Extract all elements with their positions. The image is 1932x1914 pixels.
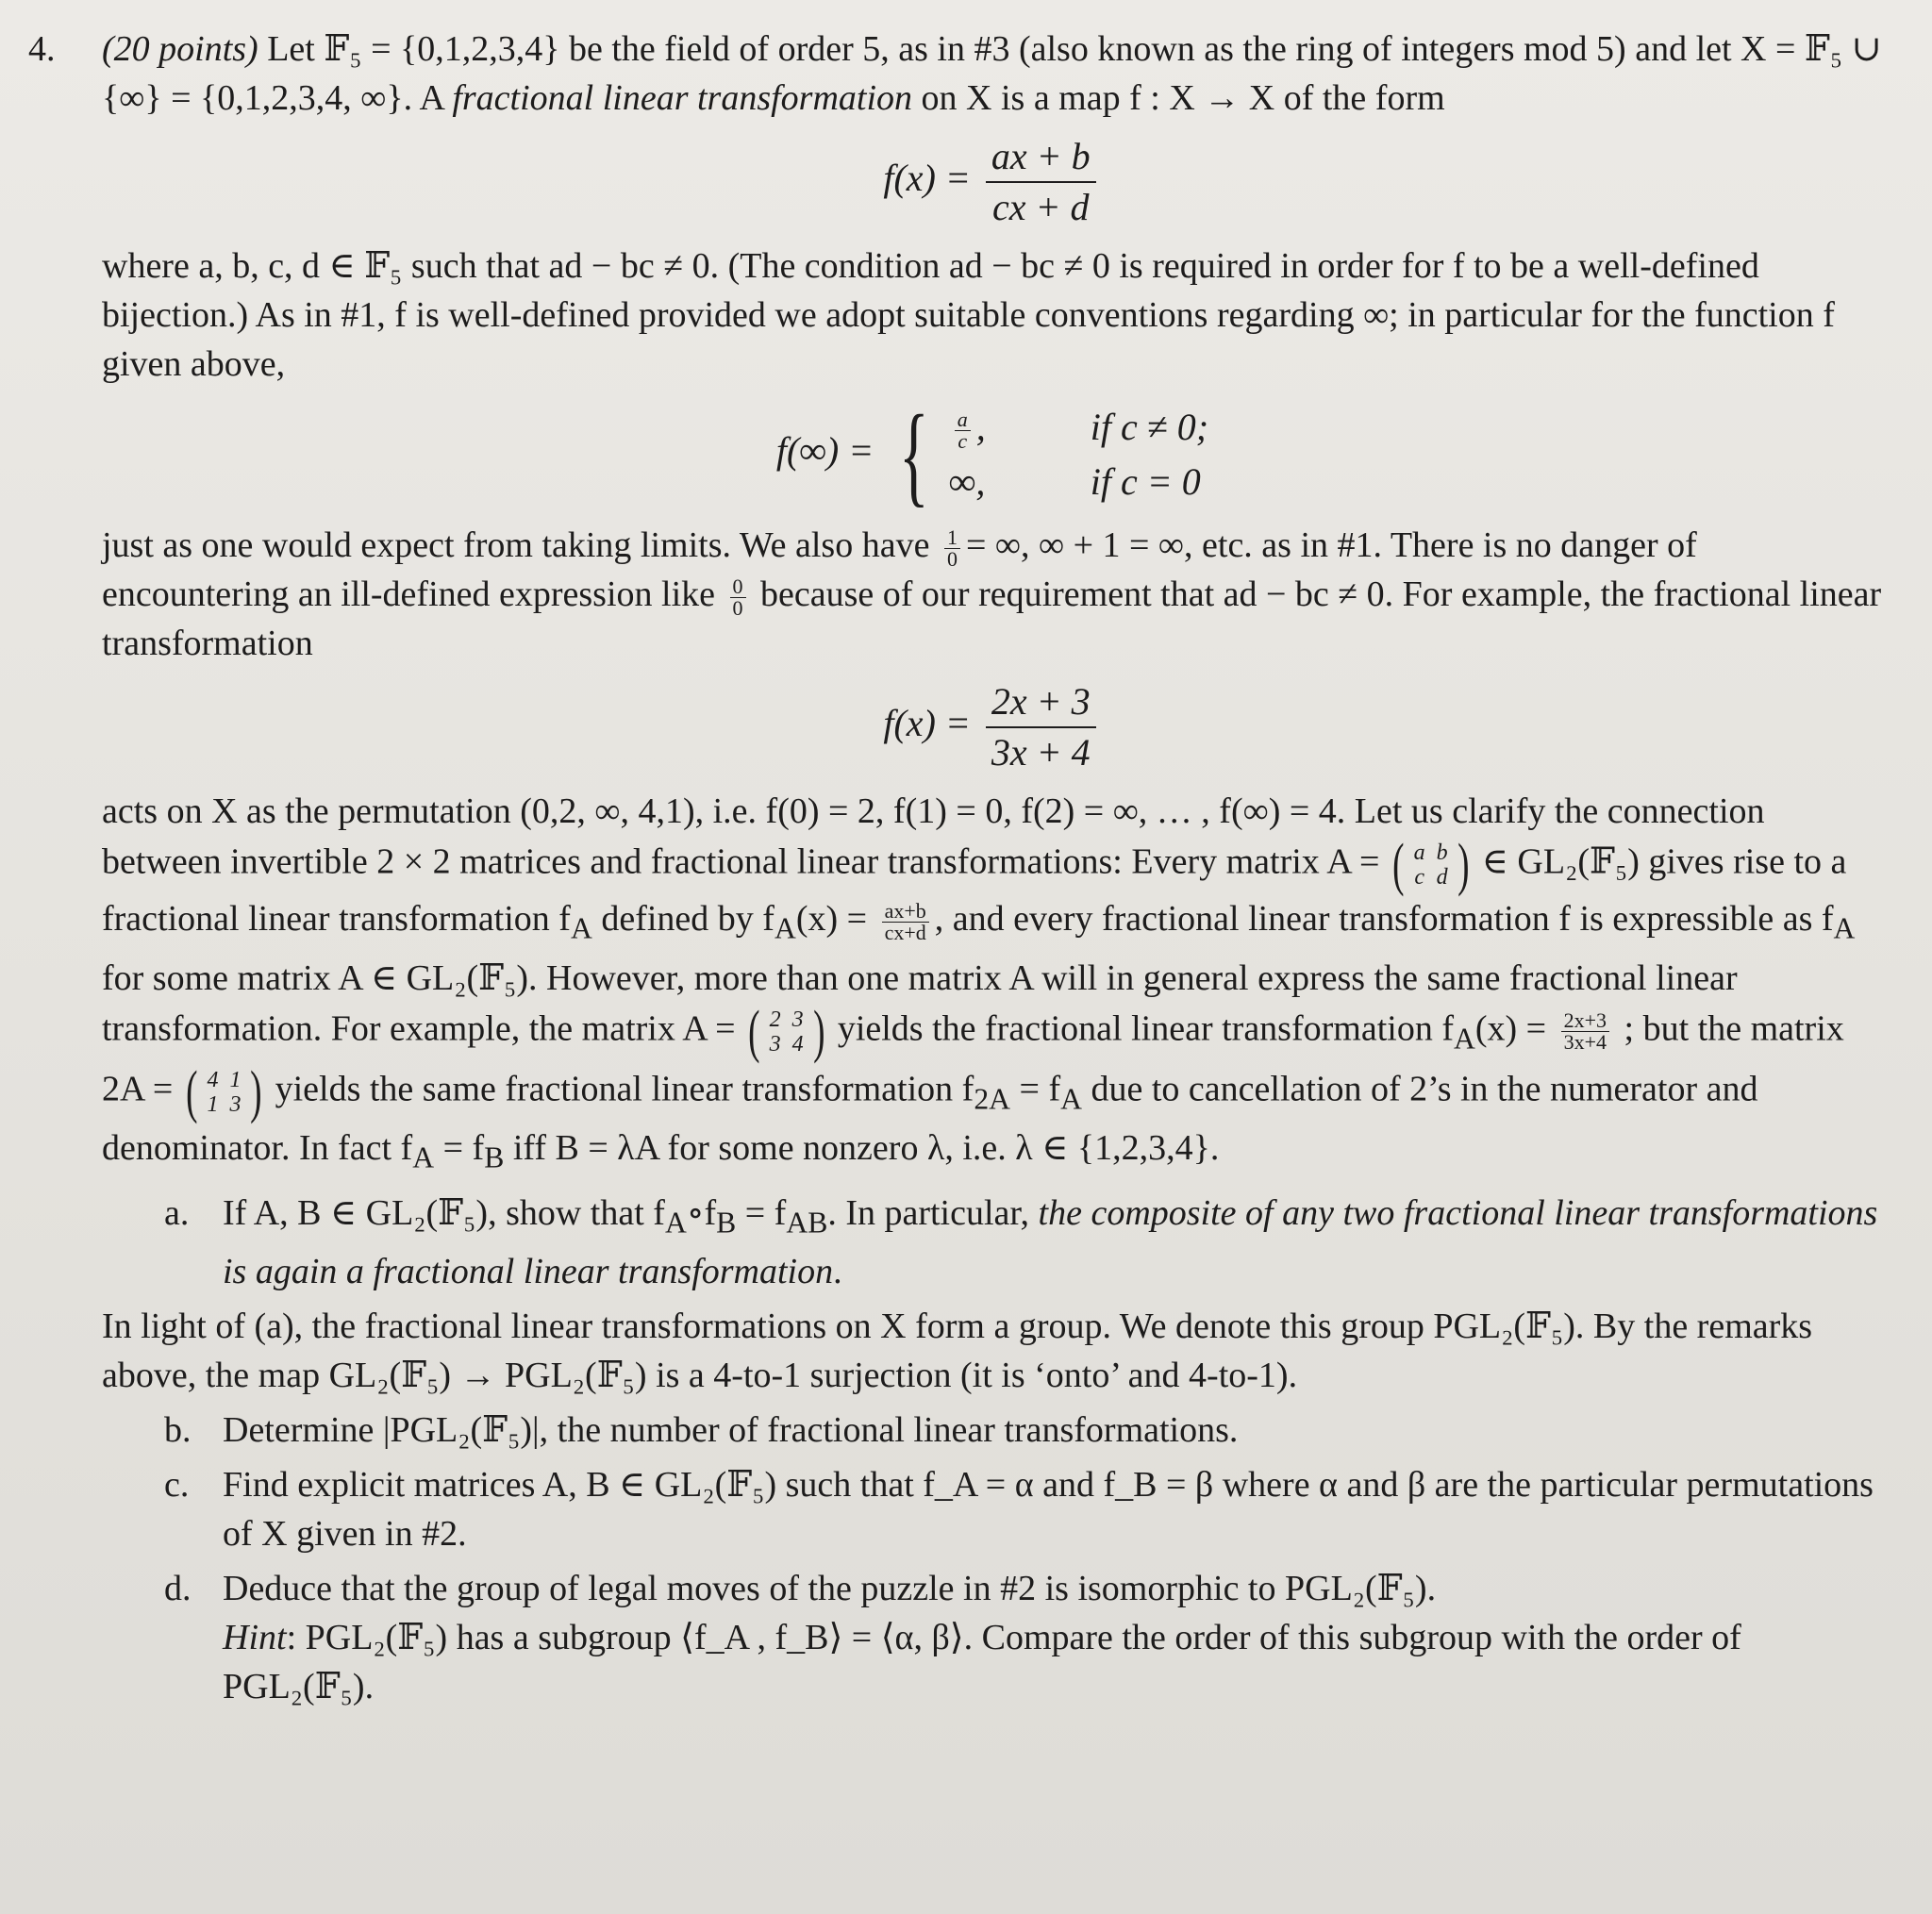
formula-general: [102, 132, 1883, 232]
term-fractional-linear: fractional linear transformation: [452, 78, 913, 118]
acts-text-d: (x) =: [795, 899, 876, 939]
problem-number: 4.: [28, 29, 56, 69]
matrix-4113-d: 3: [229, 1091, 242, 1117]
problem-body: [102, 25, 1883, 1711]
subitem-a-text-a: If A, B ∈ GL₂(𝔽₅), show that f: [223, 1192, 665, 1233]
zero-over-zero-num: 0: [730, 576, 746, 598]
points-label: (20 points): [102, 29, 258, 69]
subitem-b: [164, 1406, 1883, 1455]
acts-text-f: for some matrix A ∈ GL₂(𝔽₅). However, more than one matrix A will in general express the same fractional linear transformation. For example, the matrix A =: [102, 957, 1738, 1049]
formula-infinity-cases: [102, 391, 1883, 517]
case-1-denominator: c: [958, 429, 968, 454]
matrix-abcd-a: a: [1413, 840, 1425, 865]
acts-text-j: yields the same fractional linear transformation f: [266, 1069, 974, 1109]
subitem-a-text-c: = f: [736, 1192, 787, 1233]
matrix-4113-a: 4: [207, 1067, 219, 1092]
subitem-a-sub-B: B: [716, 1206, 737, 1240]
matrix-4113-b: 1: [229, 1067, 242, 1092]
subitem-a-list: [102, 1189, 1883, 1297]
matrix-4113-left-paren: (: [185, 1059, 198, 1124]
matrix-2334-grid: [764, 1007, 809, 1057]
subitem-a-text-b: ∘f: [686, 1192, 717, 1233]
subitem-b-text: Determine |PGL₂(𝔽₅)|, the number of fractional linear transformations.: [223, 1410, 1239, 1451]
subitem-c: [164, 1460, 1883, 1558]
subitem-d: [164, 1564, 1883, 1613]
subscript-A-4: A: [1453, 1021, 1475, 1055]
formula-general-numerator: ax + b: [986, 132, 1096, 183]
subitem-a: [164, 1189, 1883, 1297]
subitem-a-text-d: . In particular,: [827, 1192, 1039, 1233]
subscript-A-2: A: [774, 911, 796, 945]
case-1-comma: ,: [975, 406, 986, 448]
case-row-1: [949, 400, 1208, 455]
matrix-2334-d: 4: [791, 1031, 804, 1057]
case-1-value: [949, 400, 1034, 455]
case-row-2: [949, 455, 1208, 509]
case-1-fraction: [955, 409, 971, 452]
cases-block: [883, 391, 1209, 517]
acts-text-i: ; but the matrix 2A =: [102, 1008, 1844, 1109]
acts-text-c: defined by f: [591, 899, 774, 939]
subscript-B-1: B: [484, 1140, 505, 1174]
fraction-axb-cxd: [882, 898, 929, 944]
acts-text-n: iff B = λA for some nonzero λ, i.e. λ ∈ {1,2,3,4}.: [504, 1128, 1220, 1169]
subitem-a-emphasis: the composite of any two fractional linear transformations is again a fractional linear transformation: [223, 1192, 1878, 1292]
matrix-4113-c: 1: [207, 1091, 219, 1117]
subitem-a-sub-A: A: [664, 1206, 687, 1240]
case-2-condition: if c = 0: [1090, 460, 1201, 503]
matrix-abcd-right-paren: ): [1457, 833, 1470, 897]
intro-text: Let 𝔽₅ = {0,1,2,3,4} be the field of order 5, as in #3 (also known as the ring of integers mod 5) and let X = 𝔽₅ ∪ {∞} = {0,1,2,3,4, ∞}. A: [102, 29, 1882, 118]
formula-general-fraction: [986, 132, 1096, 232]
case-2-value: ∞,: [948, 460, 986, 503]
intro-tail: on X is a map f : X → X of the form: [912, 78, 1445, 118]
acts-text-b: ∈ GL₂(𝔽₅) gives rise to a fractional linear transformation f: [102, 841, 1847, 939]
light-paragraph: In light of (a), the fractional linear transformations on X form a group. We denote this group PGL₂(𝔽₅). By the remarks above, the map GL₂(𝔽₅) → PGL₂(𝔽₅) is a 4-to-1 surjection (it is ‘onto’ and 4-to-1).: [102, 1307, 1813, 1396]
hint-label: Hint: [223, 1618, 287, 1658]
matrix-4113-grid: [201, 1068, 246, 1117]
fraction-2x3-num: 2x+3: [1561, 1010, 1609, 1032]
matrices-paragraph: [102, 787, 1883, 1183]
matrix-2334-b: 3: [791, 1007, 804, 1032]
case-rows: [949, 400, 1208, 509]
subitem-c-label: c.: [164, 1465, 190, 1506]
limits-text-b: = ∞, ∞ + 1 = ∞, etc. as in #1. There is no danger of encountering an ill-defined expression like: [102, 525, 1697, 614]
limits-text-c: because of our requirement that ad − bc ≠ 0. For example, the fractional linear transformation: [102, 574, 1882, 663]
matrix-abcd-grid: [1408, 840, 1454, 890]
zero-over-zero-den: 0: [732, 595, 743, 620]
formula-example-denominator: 3x + 4: [991, 731, 1091, 774]
acts-text-h: (x) =: [1474, 1008, 1556, 1049]
subitem-d-label: d.: [164, 1569, 192, 1609]
matrix-2334-right-paren: ): [812, 999, 825, 1064]
matrix-2334-left-paren: (: [748, 999, 760, 1064]
acts-text-g: yields the fractional linear transformation f: [828, 1008, 1454, 1049]
subscript-2A: 2A: [974, 1082, 1011, 1116]
formula-example-fraction: [986, 677, 1096, 777]
formula-infinity-lhs: f(∞) =: [775, 429, 874, 473]
formula-example-numerator: 2x + 3: [986, 677, 1096, 728]
subscript-A-1: A: [570, 911, 592, 945]
formula-example-lhs: f(x) =: [883, 702, 971, 745]
subitem-a-label: a.: [164, 1192, 190, 1233]
where-paragraph: where a, b, c, d ∈ 𝔽₅ such that ad − bc ≠ 0. (The condition ad − bc ≠ 0 is required in order for f to be a well-defined bijection.) As in #1, f is well-defined provided we adopt suitable conventions regarding ∞; in particular for the function f given above,: [102, 246, 1835, 384]
matrix-abcd-c: c: [1414, 865, 1424, 890]
acts-text-k: = f: [1010, 1069, 1061, 1109]
acts-text-e: , and every fractional linear transformation f is expressible as f: [934, 899, 1834, 939]
subitem-d-hint: [223, 1613, 1883, 1711]
hint-text: : PGL₂(𝔽₅) has a subgroup ⟨f_A , f_B⟩ = ⟨α, β⟩. Compare the order of this subgroup with the order of PGL₂(𝔽₅).: [223, 1618, 1741, 1707]
one-over-zero-den: 0: [946, 546, 958, 571]
subscript-A-6: A: [412, 1140, 435, 1174]
acts-text-m: = f: [434, 1128, 485, 1169]
matrix-2334: [744, 999, 828, 1064]
fraction-2x3-den: 3x+4: [1563, 1030, 1607, 1055]
matrix-4113-right-paren: ): [250, 1059, 262, 1124]
case-1-condition: if c ≠ 0;: [1090, 406, 1209, 448]
fraction-2x3-3x4: [1561, 1010, 1609, 1053]
problem-4: [28, 25, 1883, 1711]
matrix-2334-c: 3: [769, 1031, 781, 1057]
subitem-a-end: .: [833, 1252, 842, 1292]
matrix-abcd-d: d: [1436, 865, 1448, 890]
fraction-axb-den: cx+d: [884, 920, 926, 944]
formula-example: [102, 677, 1883, 777]
fraction-zero-over-zero: [730, 576, 746, 619]
fraction-one-over-zero: [944, 524, 960, 571]
case-1-numerator: a: [955, 409, 971, 431]
left-brace: {: [899, 391, 929, 517]
matrix-abcd-left-paren: (: [1392, 833, 1405, 897]
subitem-d-text: Deduce that the group of legal moves of the puzzle in #2 is isomorphic to PGL₂(𝔽₅).: [223, 1569, 1437, 1609]
one-over-zero-num: 1: [944, 527, 960, 549]
subitems-bcd-list: [102, 1406, 1883, 1711]
subitem-b-label: b.: [164, 1410, 192, 1451]
subitem-a-sub-AB: AB: [786, 1206, 828, 1240]
matrix-abcd: [1389, 833, 1473, 897]
limits-text-a: just as one would expect from taking limits. We also have: [102, 525, 939, 565]
intro-paragraph: [102, 25, 1883, 123]
subscript-A-5: A: [1060, 1082, 1082, 1116]
fraction-axb-num: ax+b: [882, 901, 929, 923]
acts-text-a: acts on X as the permutation (0,2, ∞, 4,1), i.e. f(0) = 2, f(1) = 0, f(2) = ∞, … , f(∞) = 4. Let us clarify the connection between invertible 2 × 2 matrices and fractional linear transformations: Every matrix A =: [102, 791, 1765, 882]
matrix-4113: [182, 1059, 266, 1124]
formula-general-denominator: cx + d: [992, 186, 1090, 228]
acts-text-l: due to cancellation of 2’s in the numerator and denominator. In fact f: [102, 1069, 1758, 1169]
matrix-2334-a: 2: [769, 1007, 781, 1032]
matrix-abcd-b: b: [1436, 840, 1448, 865]
formula-general-lhs: f(x) =: [883, 157, 971, 200]
limits-paragraph: [102, 521, 1883, 668]
subitem-c-text: Find explicit matrices A, B ∈ GL₂(𝔽₅) such that f_A = α and f_B = β where α and β are the particular permutations of X given in #2.: [223, 1465, 1874, 1555]
subscript-A-3: A: [1833, 911, 1856, 945]
